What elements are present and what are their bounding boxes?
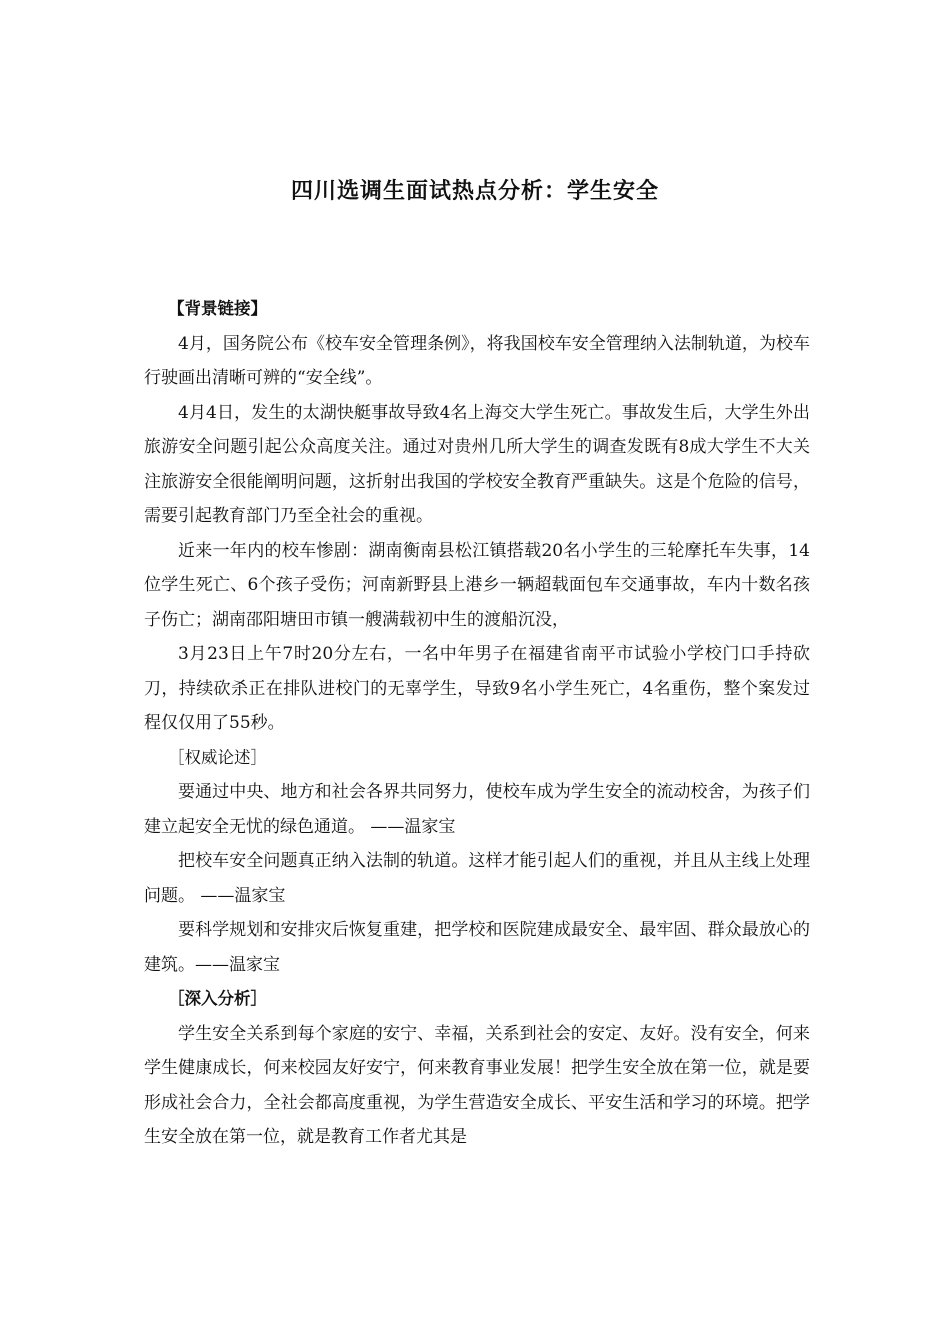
paragraph: 学生安全关系到每个家庭的安宁、幸福，关系到社会的安定、友好。没有安全，何来学生健康成长，何来校园友好安宁，何来教育事业发展！把学生安全放在第一位，就是要形成社会合力，全社会都高度重视，为学生营造安全成长、平安生活和学习的环境。把学生安全放在第一位，就是教育工作者尤其是 bbox=[144, 1023, 810, 1147]
section-heading-authority: ［权威论述］ bbox=[168, 747, 267, 767]
paragraph: 要通过中央、地方和社会各界共同努力，使校车成为学生安全的流动校舍，为孩子们建立起安全无忧的绿色通道。 ——温家宝 bbox=[144, 782, 810, 837]
section-heading-background: 【背景链接】 bbox=[168, 299, 267, 318]
paragraph: 把校车安全问题真正纳入法制的轨道。这样才能引起人们的重视，并且从主线上处理问题。 ——温家宝 bbox=[144, 851, 810, 906]
paragraph: 4月4日，发生的太湖快艇事故导致4名上海交大学生死亡。事故发生后，大学生外出旅游安全问题引起公众高度关注。通过对贵州几所大学生的调查发既有8成大学生不大关注旅游安全很能阐明问题，这折射出我国的学校安全教育严重缺失。这是个危险的信号，需要引起教育部门乃至全社会的重视。 bbox=[144, 402, 810, 526]
paragraph: 4月，国务院公布《校车安全管理条例》，将我国校车安全管理纳入法制轨道，为校车行驶画出清晰可辨的“安全线”。 bbox=[144, 333, 810, 388]
paragraph: 要科学规划和安排灾后恢复重建，把学校和医院建成最安全、最牢固、群众最放心的建筑。——温家宝 bbox=[144, 920, 810, 975]
document-body bbox=[144, 292, 810, 1155]
document-title: 四川选调生面试热点分析：学生安全 bbox=[290, 179, 659, 204]
section-heading-analysis: ［深入分析］ bbox=[168, 989, 267, 1008]
paragraph: 近来一年内的校车惨剧：湖南衡南县松江镇搭载20名小学生的三轮摩托车失事，14位学生死亡、6个孩子受伤；河南新野县上港乡一辆超载面包车交通事故，车内十数名孩子伤亡；湖南邵阳塘田市镇一艘满载初中生的渡船沉没， bbox=[144, 540, 810, 630]
paragraph: 3月23日上午7时20分左右，一名中年男子在福建省南平市试验小学校门口手持砍刀，持续砍杀正在排队进校门的无辜学生，导致9名小学生死亡，4名重伤，整个案发过程仅仅用了55秒。 bbox=[144, 644, 810, 733]
